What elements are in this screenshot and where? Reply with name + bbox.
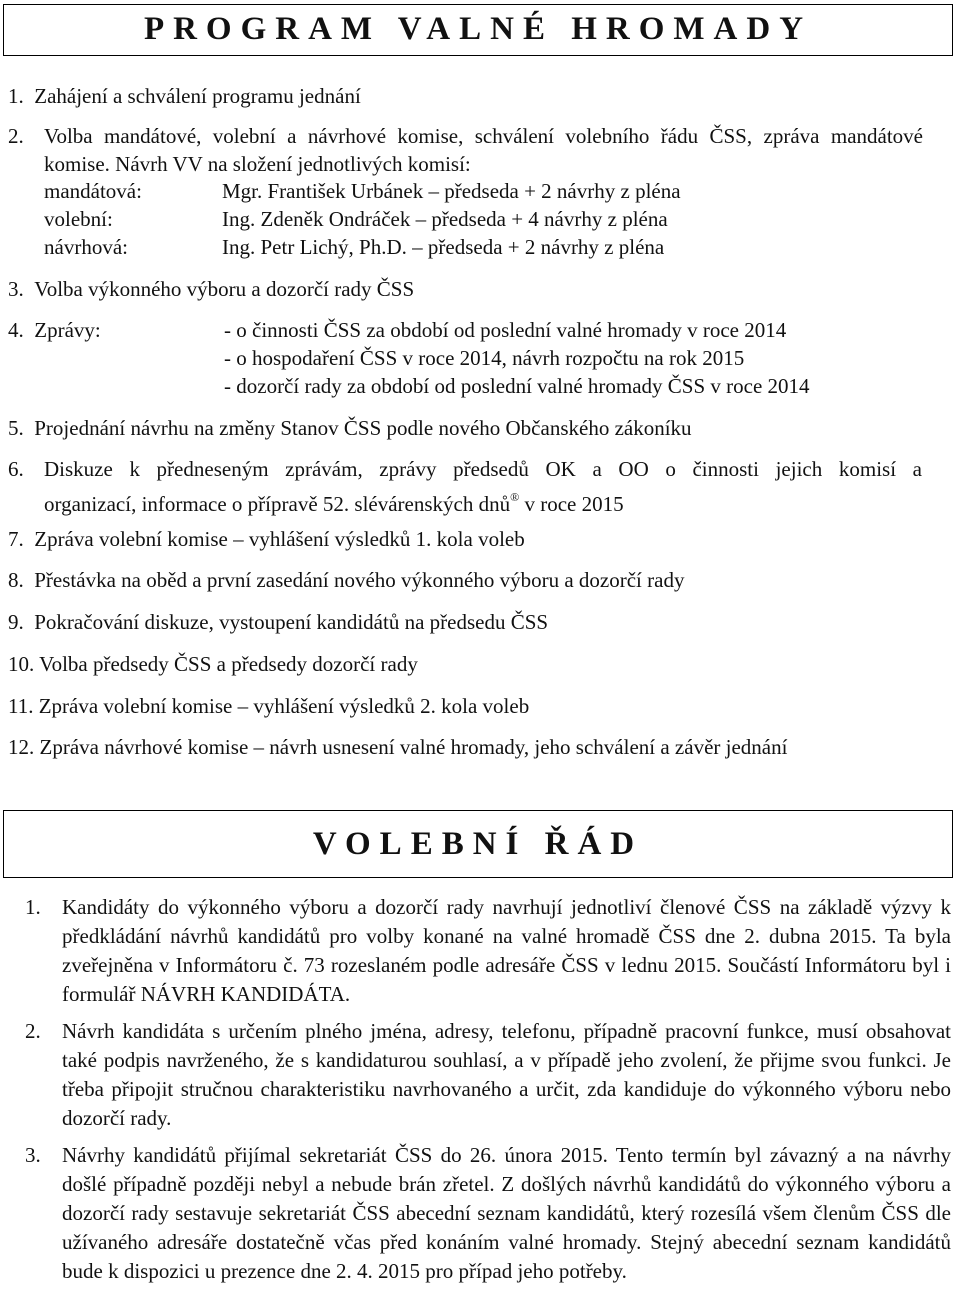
program-item-10: 10. Volba předsedy ČSS a předsedy dozorčí rady xyxy=(8,652,418,676)
report-1: - o činnosti ČSS za období od poslední valné hromady v roce 2014 xyxy=(224,318,787,342)
election-rules-title: VOLEBNÍ ŘÁD xyxy=(3,810,953,878)
rule-text: Návrh kandidáta s určením plného jména, adresy, telefonu, případně pracovní funkce, musí obsahovat také podpis navrženého, že s kandidaturou souhlasí, a v případě jeho zvolení, že přijme svou funkci. Je třeba připojit stručnou charakteristiku navrhovaného a určit, zda kandiduje do výkonného výboru nebo dozorčí rady. xyxy=(62,1019,951,1130)
program-item-4-label: 4. Zprávy: xyxy=(8,318,101,342)
commission-value-mandate: Mgr. František Urbánek – předseda + 2 návrhy z pléna xyxy=(222,179,681,203)
rule-item-2 xyxy=(25,1017,951,1133)
rule-number: 2. xyxy=(25,1019,41,1043)
item-text: Volba mandátové, volební a návrhové komise, schválení volebního řádu ČSS, zpráva mandátové komise. Návrh VV na složení jednotlivých komisí: xyxy=(44,124,923,176)
program-item-8: 8. Přestávka na oběd a první zasedání nového výkonného výboru a dozorčí rady xyxy=(8,568,685,592)
commission-label-mandate: mandátová: xyxy=(44,179,142,203)
program-item-9: 9. Pokračování diskuze, vystoupení kandidátů na předsedu ČSS xyxy=(8,610,549,634)
commission-value-proposal: Ing. Petr Lichý, Ph.D. – předseda + 2 návrhy z pléna xyxy=(222,235,665,259)
rule-text: Kandidáty do výkonného výboru a dozorčí rady navrhují jednotliví členové ČSS na základě výzvy k předkládání návrhů kandidátů pro volby konané na valné hromadě ČSS dne 2. dubna 2015. Ta byla zveřejněna v Informátoru č. 73 rozeslaném podle adresáře ČSS v lednu 2015. Součástí Informátoru byl i formulář NÁVRH KANDIDÁTA. xyxy=(62,895,951,1006)
report-3: - dozorčí rady za období od poslední valné hromady ČSS v roce 2014 xyxy=(224,374,810,398)
rule-number: 1. xyxy=(25,895,41,919)
program-item-7: 7. Zpráva volební komise – vyhlášení výsledků 1. kola voleb xyxy=(8,527,525,551)
program-item-3: 3. Volba výkonného výboru a dozorčí rady ČSS xyxy=(8,277,415,301)
item-6-text-end: v roce 2015 xyxy=(519,492,624,516)
commission-label-election: volební: xyxy=(44,207,113,231)
program-item-2 xyxy=(8,122,923,178)
program-item-6-line-1: Diskuze k předneseným zprávám, zprávy předsedů OK a OO o činnosti jejich komisí a xyxy=(44,457,922,481)
item-6-text: organizací, informace o přípravě 52. slévárenských dnů xyxy=(44,492,511,516)
rule-number: 3. xyxy=(25,1143,41,1167)
registered-mark: ® xyxy=(510,490,520,504)
program-item-5: 5. Projednání návrhu na změny Stanov ČSS podle nového Občanského zákoníku xyxy=(8,416,692,440)
program-item-6-number: 6. xyxy=(8,457,24,481)
rule-text: Návrhy kandidátů přijímal sekretariát ČSS do 26. února 2015. Tento termín byl závazný a na návrhy došlé případně později nebyl a nebude brán zřetel. Z došlých návrhů kandidátů do výkonného výboru a dozorčí rady sestavuje sekretariát ČSS abecední seznam kandidátů, který rozesílá všem členům ČSS dle užívaného adresáře dostatečně včas před konáním valné hromady. Stejný abecední seznam kandidátů bude k dispozici u prezence dne 2. 4. 2015 pro případ jeho potřeby. xyxy=(62,1143,951,1283)
program-item-12: 12. Zpráva návrhové komise – návrh usnesení valné hromady, jeho schválení a závěr jednání xyxy=(8,735,788,759)
program-item-1: 1. Zahájení a schválení programu jednání xyxy=(8,84,361,108)
program-item-11: 11. Zpráva volební komise – vyhlášení výsledků 2. kola voleb xyxy=(8,694,530,718)
commission-value-election: Ing. Zdeněk Ondráček – předseda + 4 návrhy z pléna xyxy=(222,207,668,231)
program-title: PROGRAM VALNÉ HROMADY xyxy=(3,4,953,56)
report-2: - o hospodaření ČSS v roce 2014, návrh rozpočtu na rok 2015 xyxy=(224,346,745,370)
program-item-6-line-2 xyxy=(44,485,624,516)
rule-item-3 xyxy=(25,1141,951,1286)
commission-label-proposal: návrhová: xyxy=(44,235,128,259)
item-number: 2. xyxy=(8,124,24,148)
rule-item-1 xyxy=(25,893,951,1009)
